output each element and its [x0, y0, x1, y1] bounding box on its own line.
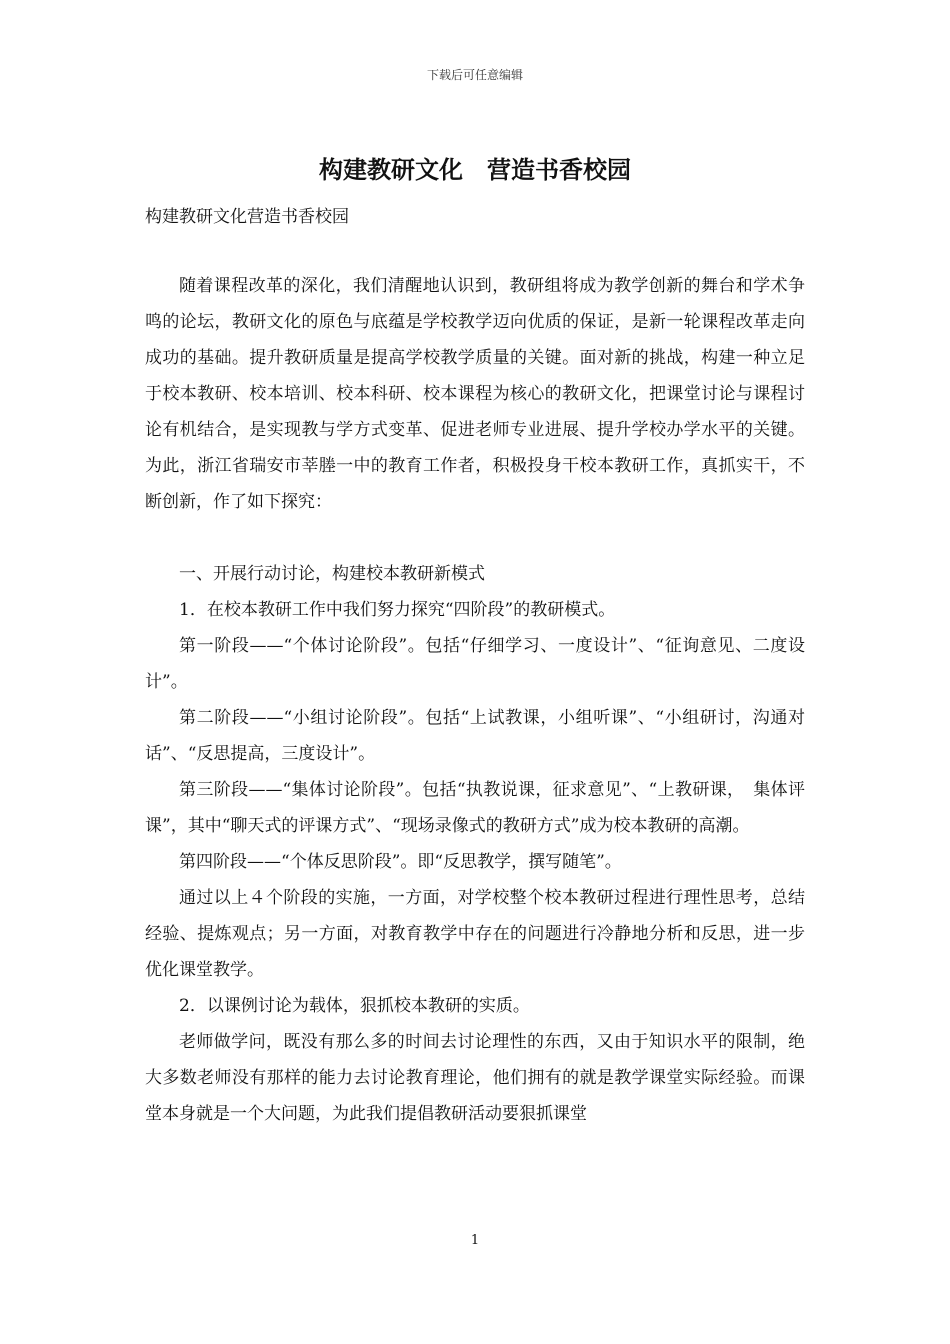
subsection-heading: 2．以课例讨论为载体，狠抓校本教研的实质。	[179, 996, 530, 1016]
body-paragraph: 第一阶段——“个体讨论阶段”。包括“仔细学习、一度设计”、“征询意见、二度设计”。	[145, 636, 806, 692]
header-note: 下载后可任意编辑	[426, 68, 523, 82]
body-paragraph: 第二阶段——“小组讨论阶段”。包括“上试教课，小组听课”、“小组研讨，沟通对话”、“反思提高，三度设计”。	[145, 708, 806, 764]
body-paragraph: 第三阶段——“集体讨论阶段”。包括“执教说课，征求意见”、“上教研课， 集体评课”，其中“聊天式的评课方式”、“现场录像式的教研方式”成为校本教研的高潮。	[145, 780, 805, 836]
body-paragraph: 老师做学问，既没有那么多的时间去讨论理性的东西，又由于知识水平的限制，绝大多数老师没有那样的能力去讨论教育理论，他们拥有的就是教学课堂实际经验。而课堂本身就是一个大问题，为此我们提倡教研活动要狠抓课堂	[145, 1032, 805, 1124]
body-paragraph: 通过以上４个阶段的实施，一方面，对学校整个校本教研过程进行理性思考，总结经验、提炼观点；另一方面，对教育教学中存在的问题进行冷静地分析和反思，进一步优化课堂教学。	[145, 888, 805, 980]
document-subtitle: 构建教研文化营造书香校园	[145, 207, 349, 227]
page-number: 1	[470, 1233, 480, 1248]
document-body	[145, 268, 805, 1132]
body-paragraph: 第四阶段——“个体反思阶段”。即“反思教学，撰写随笔”。	[179, 852, 622, 872]
document-title: 构建教研文化 营造书香校园	[319, 155, 631, 184]
subsection-heading: 1．在校本教研工作中我们努力探究“四阶段”的教研模式。	[179, 600, 616, 620]
section-heading: 一、开展行动讨论，构建校本教研新模式	[179, 564, 485, 584]
intro-paragraph: 随着课程改革的深化，我们清醒地认识到，教研组将成为教学创新的舞台和学术争鸣的论坛，教研文化的原色与底蕴是学校教学迈向优质的保证，是新一轮课程改革走向成功的基础。提升教研质量是提高学校教学质量的关键。面对新的挑战，构建一种立足于校本教研、校本培训、校本科研、校本课程为核心的教研文化，把课堂讨论与课程讨论有机结合，是实现教与学方式变革、促进老师专业进展、提升学校办学水平的关键。为此，浙江省瑞安市莘塍一中的教育工作者，积极投身干校本教研工作，真抓实干，不断创新，作了如下探究：	[145, 276, 805, 512]
